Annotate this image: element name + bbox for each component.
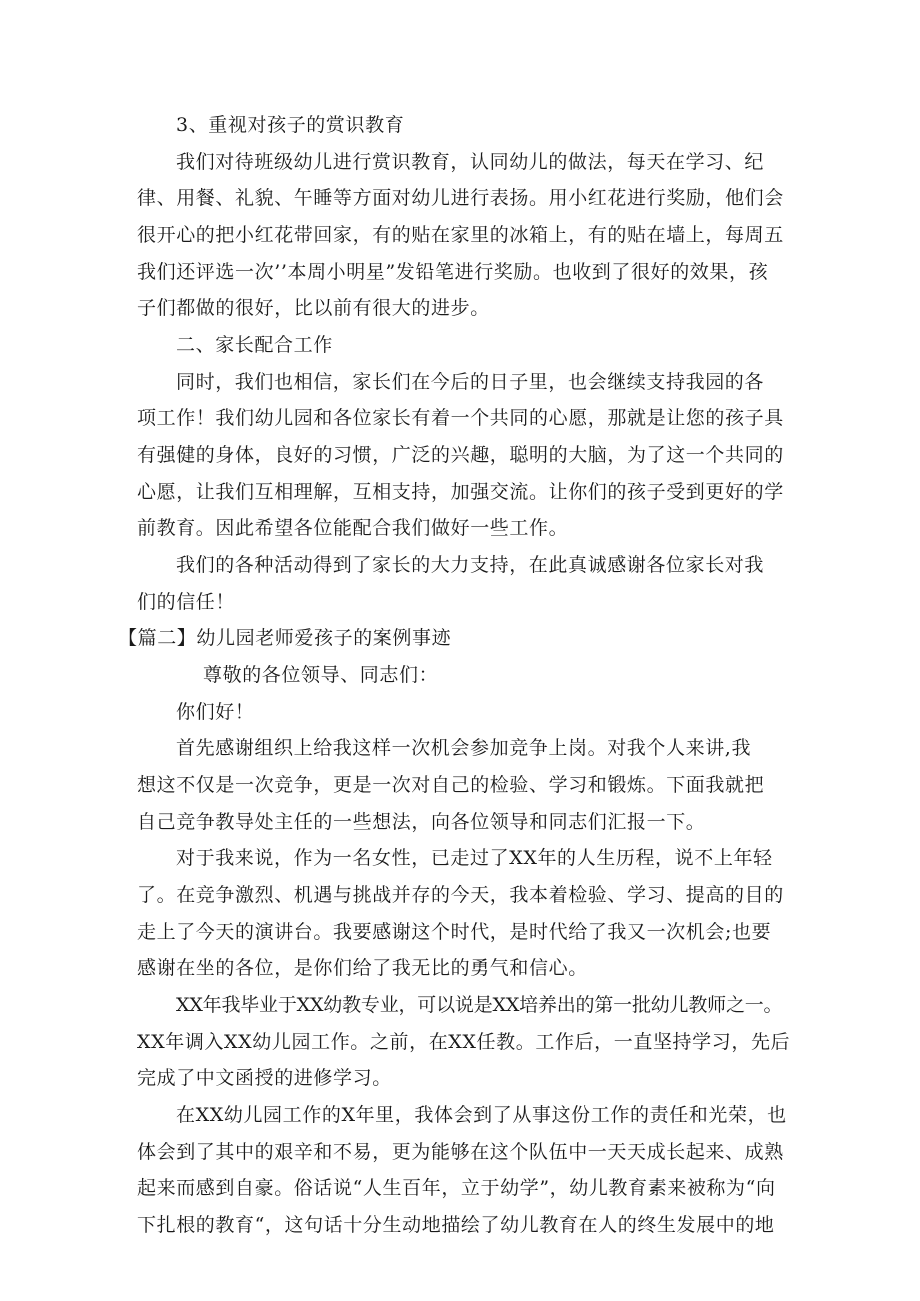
text-line: 走上了今天的演讲台。我要感谢这个时代，是时代给了我又一次机会;也要 [137,921,772,943]
text-line: XX年我毕业于XX幼教专业，可以说是XX培养出的第一批幼儿教师之一。 [176,994,783,1016]
text-line: 律、用餐、礼貌、午睡等方面对幼儿进行表扬。用小红花进行奖励，他们会 [137,187,784,209]
text-line: 在XX幼儿园工作的X年里，我体会到了从事这份工作的责任和光荣，也 [176,1104,787,1126]
text-line: 完成了中文函授的进修学习。 [137,1067,392,1089]
text-line: 下扎根的教育“，这句话十分生动地描绘了幼儿教育在人的终生发展中的地 [137,1214,775,1236]
text-line: 我们对待班级幼儿进行赏识教育，认同幼儿的做法，每天在学习、纪 [176,151,765,173]
section-heading: 二、家长配合工作 [176,334,333,356]
text-line: 我们还评选一次’’本周小明星”发铅笔进行奖励。也收到了很好的效果，孩 [137,261,769,283]
text-line: 子们都做的很好，比以前有很大的进步。 [137,297,490,319]
greeting-line: 你们好！ [176,701,255,723]
text-line: XX年调入XX幼儿园工作。之前，在XX任教。工作后，一直坚持学习，先后 [137,1031,791,1053]
text-line: 们的信任！ [137,591,236,613]
text-line: 自己竞争教导处主任的一些想法，向各位领导和同志们汇报一下。 [137,811,706,833]
text-line: 同时，我们也相信，家长们在今后的日子里，也会继续支持我园的各 [176,371,765,393]
text-line: 起来而感到自豪。俗话说“人生百年，立于幼学”，幼儿教育素来被称为“向 [137,1177,776,1199]
greeting-line: 尊敬的各位领导、同志们： [203,664,439,686]
section-heading: 3、重视对孩子的赏识教育 [176,114,405,136]
text-line: 首先感谢组织上给我这样一次机会参加竞争上岗。对我个人来讲,我 [176,737,752,759]
text-line: 前教育。因此希望各位能配合我们做好一些工作。 [137,517,569,539]
text-line: 心愿，让我们互相理解，互相支持，加强交流。让你们的孩子受到更好的学 [137,481,784,503]
text-line: 对于我来说，作为一名女性，已走过了XX年的人生历程，说不上年轻 [176,847,773,869]
text-line: 我们的各种活动得到了家长的大力支持，在此真诚感谢各位家长对我 [176,554,765,576]
text-line: 体会到了其中的艰辛和不易，更为能够在这个队伍中一天天成长起来、成熟 [137,1141,784,1163]
text-line: 很开心的把小红花带回家，有的贴在家里的冰箱上，有的贴在墙上，每周五 [137,224,784,246]
text-line: 感谢在坐的各位，是你们给了我无比的勇气和信心。 [137,957,588,979]
text-line: 项工作！我们幼儿园和各位家长有着一个共同的心愿，那就是让您的孩子具 [137,407,784,429]
text-line: 想这不仅是一次竞争，更是一次对自己的检验、学习和锻炼。下面我就把 [137,774,765,796]
article-title: 【篇二】幼儿园老师爱孩子的案例事迹 [118,627,452,649]
text-line: 了。在竞争激烈、机遇与挑战并存的今天，我本着检验、学习、提高的目的 [137,884,784,906]
text-line: 有强健的身体，良好的习惯，广泛的兴趣，聪明的大脑，为了这一个共同的 [137,444,784,466]
